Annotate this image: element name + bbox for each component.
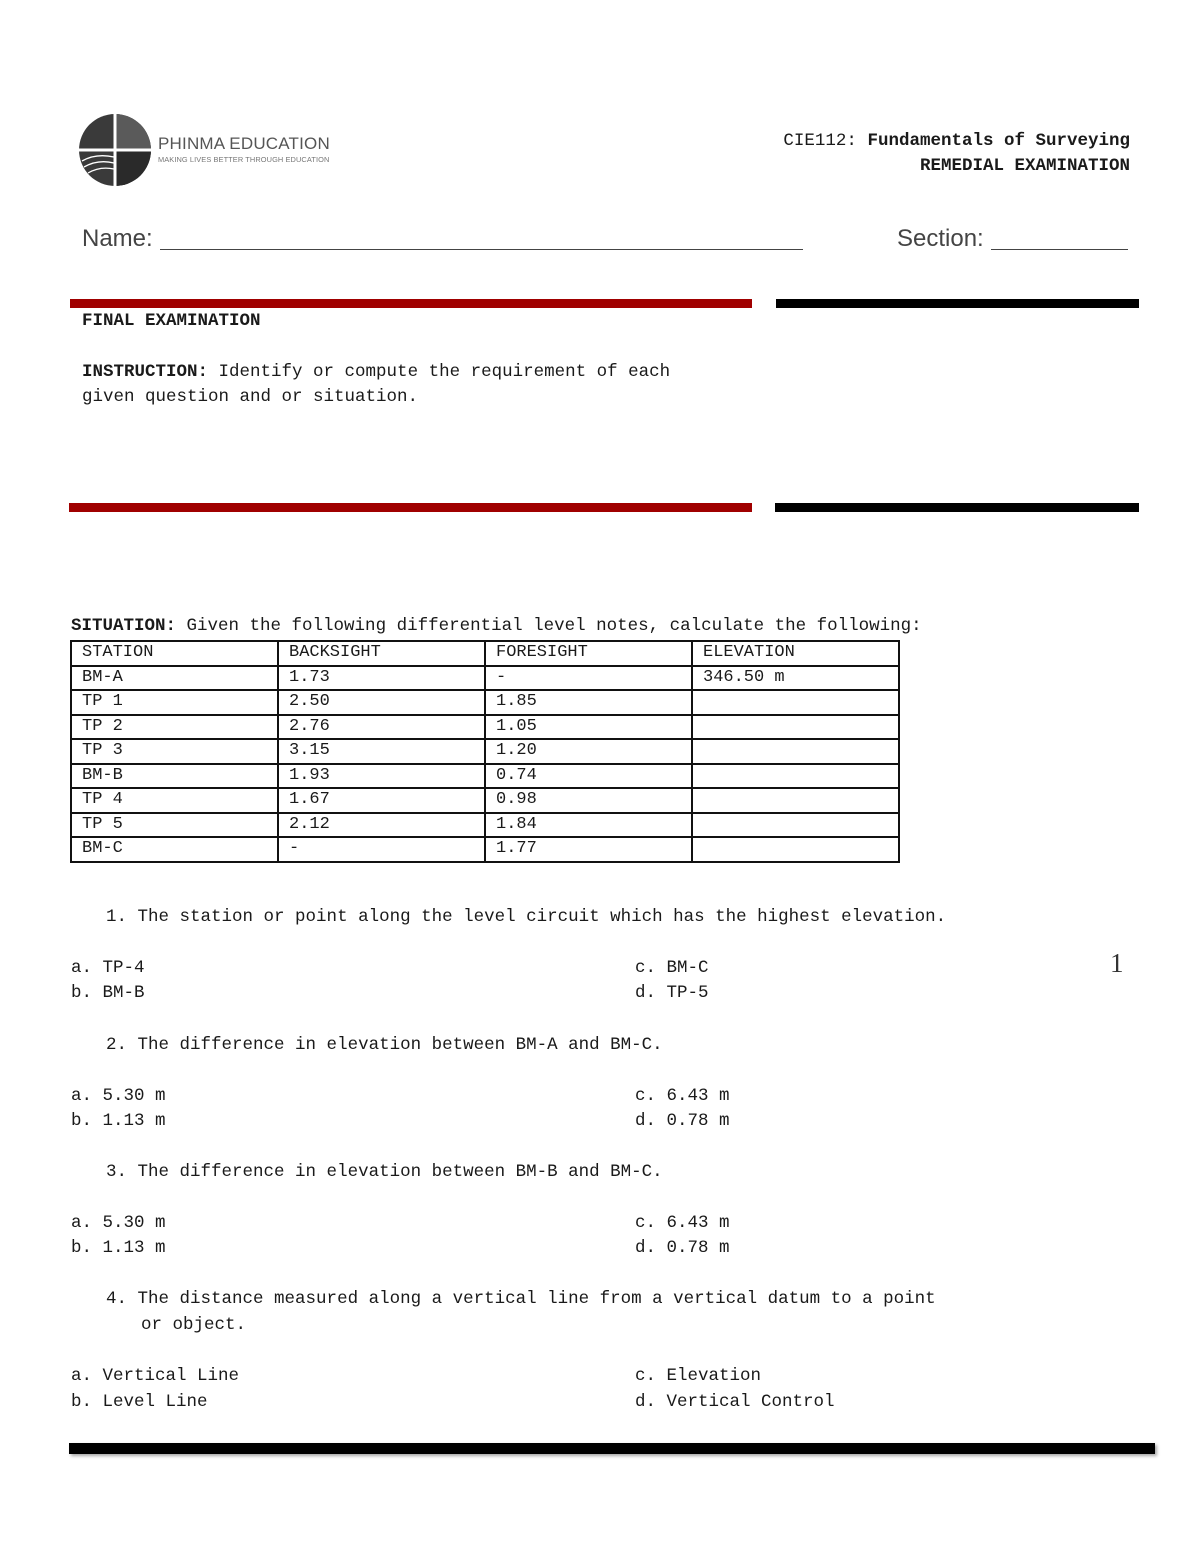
cell-elevation — [692, 690, 899, 715]
cell-backsight: 2.50 — [278, 690, 485, 715]
question-3 — [106, 1162, 663, 1182]
cell-foresight: 1.85 — [485, 690, 692, 715]
question-number: 1. — [106, 907, 128, 927]
question-4-continuation: or object. — [141, 1315, 247, 1335]
cell-foresight: 1.84 — [485, 813, 692, 838]
cell-station: TP 1 — [71, 690, 278, 715]
situation-text: Given the following differential level notes, calculate the following: — [176, 616, 922, 636]
cell-backsight: 3.15 — [278, 739, 485, 764]
question-1 — [106, 907, 946, 927]
q1-choice-d: d. TP-5 — [635, 983, 709, 1003]
cell-backsight: 1.73 — [278, 666, 485, 691]
footer-divider — [69, 1443, 1155, 1454]
table-row — [71, 690, 899, 715]
question-text: The distance measured along a vertical line from a vertical datum to a point — [137, 1289, 936, 1309]
cell-backsight: 2.76 — [278, 715, 485, 740]
cell-foresight: 1.77 — [485, 837, 692, 862]
cell-elevation — [692, 764, 899, 789]
cell-station: TP 3 — [71, 739, 278, 764]
situation-label: SITUATION: — [71, 616, 177, 636]
cell-elevation — [692, 788, 899, 813]
table-row — [71, 739, 899, 764]
cell-station: BM-B — [71, 764, 278, 789]
middle-black-divider — [775, 503, 1139, 512]
cell-foresight: 0.98 — [485, 788, 692, 813]
logo-name: PHINMA EDUCATION — [158, 134, 330, 153]
cell-station: BM-C — [71, 837, 278, 862]
q1-choice-b: b. BM-B — [71, 983, 145, 1003]
section-field[interactable] — [991, 249, 1128, 250]
header-foresight: FORESIGHT — [485, 641, 692, 666]
question-4 — [106, 1289, 936, 1309]
q3-choice-d: d. 0.78 m — [635, 1238, 730, 1258]
header-station: STATION — [71, 641, 278, 666]
table-row — [71, 715, 899, 740]
cell-station: TP 2 — [71, 715, 278, 740]
cell-backsight: 2.12 — [278, 813, 485, 838]
table-row — [71, 837, 899, 862]
situation — [71, 616, 922, 636]
level-notes-table — [70, 640, 900, 863]
middle-red-divider — [69, 503, 752, 512]
cell-backsight: 1.67 — [278, 788, 485, 813]
q4-choice-b: b. Level Line — [71, 1392, 208, 1412]
cell-foresight: 0.74 — [485, 764, 692, 789]
q2-choice-d: d. 0.78 m — [635, 1111, 730, 1131]
header-elevation: ELEVATION — [692, 641, 899, 666]
course-header — [783, 131, 1130, 151]
table-row — [71, 764, 899, 789]
instruction-line-2: given question and or situation. — [82, 387, 419, 407]
table-row — [71, 666, 899, 691]
table-header-row — [71, 641, 899, 666]
q3-choice-a: a. 5.30 m — [71, 1213, 166, 1233]
cell-elevation — [692, 715, 899, 740]
course-code: CIE112: — [783, 131, 857, 151]
top-red-divider — [70, 299, 752, 308]
q1-choice-c: c. BM-C — [635, 958, 709, 978]
exam-title: FINAL EXAMINATION — [82, 311, 261, 331]
question-number: 4. — [106, 1289, 128, 1309]
cell-elevation — [692, 813, 899, 838]
cell-station: TP 4 — [71, 788, 278, 813]
name-label: Name: — [82, 225, 153, 252]
cell-foresight: 1.05 — [485, 715, 692, 740]
cell-elevation — [692, 837, 899, 862]
table-row — [71, 813, 899, 838]
name-field[interactable] — [160, 249, 803, 250]
table-row — [71, 788, 899, 813]
question-number: 2. — [106, 1035, 128, 1055]
q2-choice-a: a. 5.30 m — [71, 1086, 166, 1106]
q1-choice-a: a. TP-4 — [71, 958, 145, 978]
q4-choice-d: d. Vertical Control — [635, 1392, 835, 1412]
question-number: 3. — [106, 1162, 128, 1182]
question-text: The difference in elevation between BM-A and BM-C. — [137, 1035, 663, 1055]
cell-elevation — [692, 739, 899, 764]
instruction-line-1 — [82, 362, 670, 382]
top-black-divider — [776, 299, 1139, 308]
cell-backsight: 1.93 — [278, 764, 485, 789]
q3-choice-b: b. 1.13 m — [71, 1238, 166, 1258]
question-text: The difference in elevation between BM-B and BM-C. — [137, 1162, 663, 1182]
header-backsight: BACKSIGHT — [278, 641, 485, 666]
instruction-label: INSTRUCTION: — [82, 362, 209, 382]
cell-station: TP 5 — [71, 813, 278, 838]
q2-choice-b: b. 1.13 m — [71, 1111, 166, 1131]
cell-station: BM-A — [71, 666, 278, 691]
page-number: 1 — [1110, 948, 1124, 978]
cell-backsight: - — [278, 837, 485, 862]
course-title: Fundamentals of Surveying — [867, 131, 1130, 151]
cell-elevation: 346.50 m — [692, 666, 899, 691]
question-2 — [106, 1035, 663, 1055]
instruction-text: Identify or compute the requirement of each — [208, 362, 671, 382]
cell-foresight: 1.20 — [485, 739, 692, 764]
logo-tagline: MAKING LIVES BETTER THROUGH EDUCATION — [158, 155, 330, 164]
phinma-logo-emblem — [74, 111, 154, 189]
q3-choice-c: c. 6.43 m — [635, 1213, 730, 1233]
section-label: Section: — [897, 225, 984, 252]
question-text: The station or point along the level circuit which has the highest elevation. — [137, 907, 947, 927]
q4-choice-a: a. Vertical Line — [71, 1366, 240, 1386]
exam-type: REMEDIAL EXAMINATION — [919, 156, 1130, 176]
q2-choice-c: c. 6.43 m — [635, 1086, 730, 1106]
q4-choice-c: c. Elevation — [635, 1366, 762, 1386]
cell-foresight: - — [485, 666, 692, 691]
